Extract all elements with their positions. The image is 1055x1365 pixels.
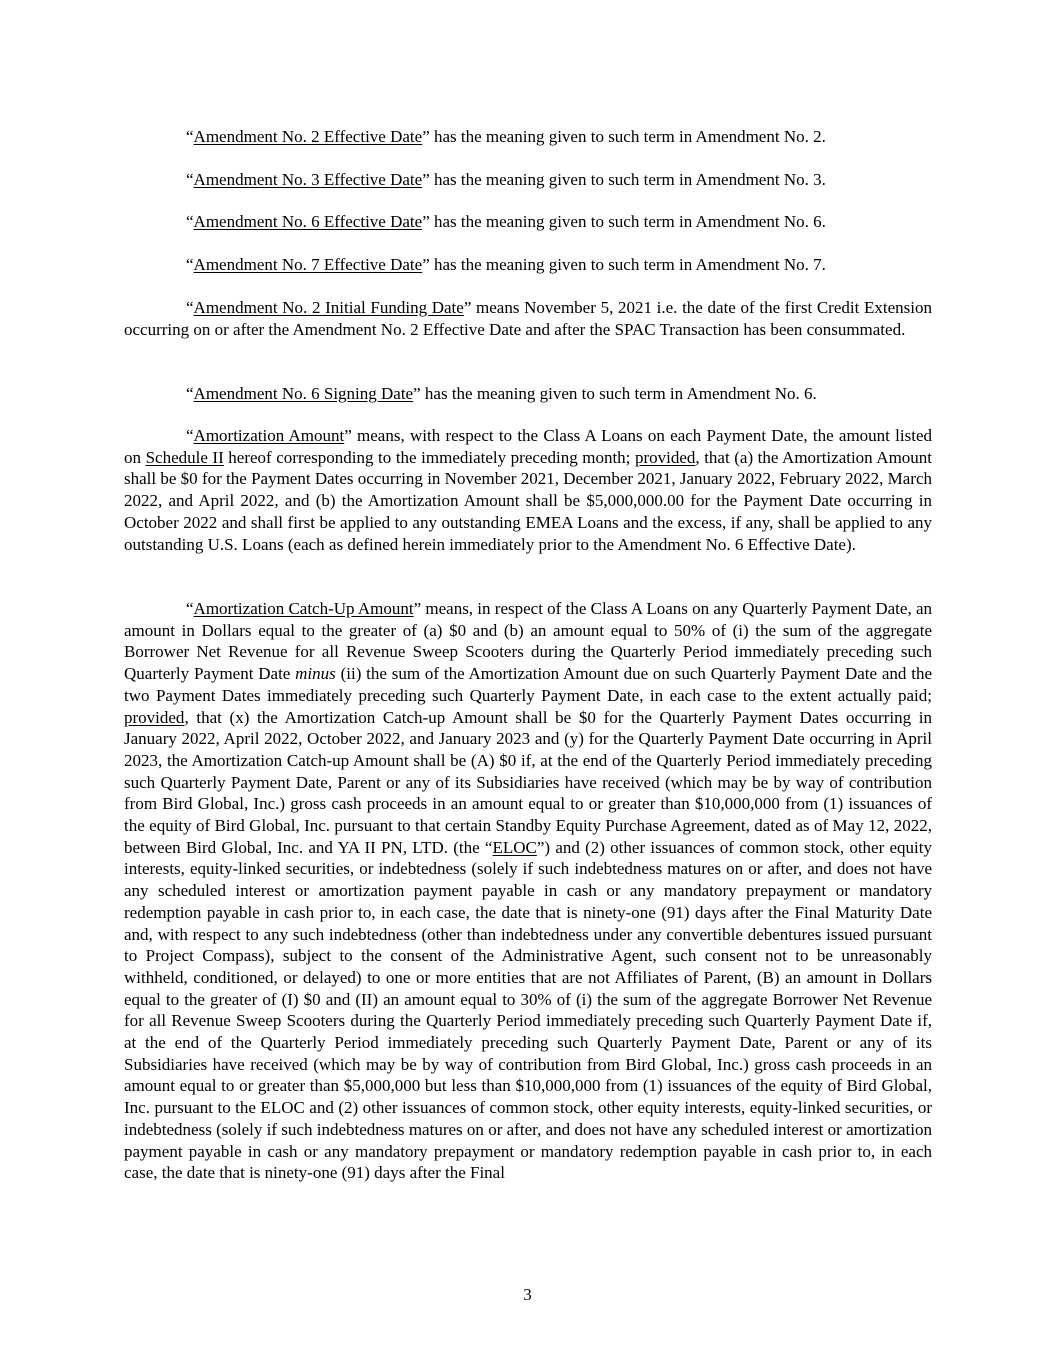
open-quote: “ — [186, 298, 194, 317]
proviso-term: provided — [124, 707, 185, 727]
italic-term: minus — [295, 664, 336, 684]
definition-text: ” has the meaning given to such term in Amendment No. 6. — [413, 384, 817, 403]
page-number: 3 — [523, 1285, 532, 1304]
definition-amendment-2-effective-date — [124, 126, 932, 148]
open-quote: “ — [186, 384, 194, 403]
open-quote: “ — [186, 170, 194, 189]
definition-text: ” has the meaning given to such term in Amendment No. 2. — [422, 127, 826, 146]
definition-amendment-3-effective-date — [124, 169, 932, 191]
definition-amendment-2-initial-funding-date — [124, 297, 932, 340]
definition-text: ” has the meaning given to such term in Amendment No. 7. — [422, 255, 826, 274]
open-quote: “ — [186, 599, 194, 618]
definition-amendment-6-signing-date — [124, 383, 932, 405]
definition-text: ” means, with respect to the Class A Loans on each Payment Date, the amount listed on — [124, 426, 932, 467]
open-quote: “ — [186, 426, 194, 445]
open-quote: “ — [186, 255, 194, 274]
schedule-reference: Schedule II — [145, 447, 224, 467]
definition-amortization-catch-up-amount — [124, 598, 932, 1184]
definition-text: ” has the meaning given to such term in Amendment No. 6. — [422, 212, 826, 231]
defined-term: Amendment No. 6 Signing Date — [193, 384, 414, 403]
open-quote: “ — [186, 127, 194, 146]
definition-text: ” has the meaning given to such term in Amendment No. 3. — [422, 170, 826, 189]
open-quote: “ — [186, 212, 194, 231]
definition-text: , that (a) the Amortization Amount shall be $0 for the Payment Dates occurring in November 2021, December 2021, January 2022, February 2022, March 2022, and April 2022, and (b) the Amortization Amount shall be $5,000,000.00 for the Payment Date occurring in October 2022 and shall first be applied to any outstanding EMEA Loans and the excess, if any, shall be applied to any outstanding U.S. Loans (each as defined herein immediately prior to the Amendment No. 6 Effective Date). — [124, 447, 933, 554]
defined-term: Amendment No. 3 Effective Date — [193, 170, 423, 189]
definition-amendment-6-effective-date — [124, 211, 932, 233]
defined-term: Amendment No. 7 Effective Date — [193, 255, 423, 274]
defined-term: Amendment No. 6 Effective Date — [193, 212, 423, 231]
defined-term-eloc: ELOC — [492, 837, 537, 857]
defined-term: Amortization Amount — [193, 426, 345, 445]
defined-term: Amortization Catch-Up Amount — [193, 599, 414, 618]
definition-text: , that (x) the Amortization Catch-up Amount shall be $0 for the Quarterly Payment Dates occurring in January 2022, April 2022, October 2022, and January 2023 and (y) for the Quarterly Payment Date occurring in April 2023, the Amortization Catch-up Amount shall be (A) $0 if, at the end of the Quarterly Period immediately preceding such Quarterly Payment Date, Parent or any of its Subsidiaries have received (which may be by way of contribution from Bird Global, Inc.) gross cash proceeds in an amount equal to or greater than $10,000,000 from (1) issuances of the equity of Bird Global, Inc. pursuant to that certain Standby Equity Purchase Agreement, dated as of May 12, 2022, between Bird Global, Inc. and YA II PN, LTD. (the “ — [124, 707, 932, 857]
definition-text: (ii) the sum of the Amortization Amount due on such Quarterly Payment Date and the two Payment Dates immediately preceding such Quarterly Payment Date, in each case to the extent actually paid; — [124, 664, 932, 705]
definition-text: ” means, in respect of the Class A Loans on any Quarterly Payment Date, an amount in Dollars equal to the greater of (a) $0 and (b) an amount equal to 50% of (i) the sum of the aggregate Borrower Net Revenue for all Revenue Sweep Scooters during the Quarterly Period immediately preceding such Quarterly Payment Date — [124, 599, 932, 684]
definition-text: hereof corresponding to the immediately preceding month; — [223, 447, 635, 467]
definition-text: ”) and (2) other issuances of common stock, other equity interests, equity-linked securities, or indebtedness (solely if such indebtedness matures on or after, and does not have any scheduled interest or amortization payment payable in cash or any mandatory prepayment or mandatory redemption payable in cash prior to, in each case, the date that is ninety-one (91) days after the Final Maturity Date and, with respect to any such indebtedness (other than indebtedness under any convertible debentures issued pursuant to Project Compass), subject to the consent of the Administrative Agent, such consent not to be unreasonably withheld, conditioned, or delayed) to one or more entities that are not Affiliates of Parent, (B) an amount in Dollars equal to the greater of (I) $0 and (II) an amount equal to 30% of (i) the sum of the aggregate Borrower Net Revenue for all Revenue Sweep Scooters during the Quarterly Period immediately preceding such Quarterly Payment Date if, at the end of the Quarterly Period immediately preceding such Quarterly Payment Date, Parent or any of its Subsidiaries have received (which may be by way of contribution from Bird Global, Inc.) gross cash proceeds in an amount equal to or greater than $5,000,000 but less than $10,000,000 from (1) issuances of the equity of Bird Global, Inc. pursuant to the ELOC and (2) other issuances of common stock, other equity interests, equity-linked securities, or indebtedness (solely if such indebtedness matures on or after, and does not have any scheduled interest or amortization payment payable in cash or any mandatory prepayment or mandatory redemption payable in cash prior to, in each case, the date that is ninety-one (91) days after the Final — [124, 837, 932, 1183]
definition-amendment-7-effective-date — [124, 254, 932, 276]
proviso-term: provided — [634, 447, 696, 467]
defined-term: Amendment No. 2 Effective Date — [193, 127, 423, 146]
definition-amortization-amount — [124, 425, 932, 555]
defined-term: Amendment No. 2 Initial Funding Date — [193, 298, 464, 317]
definition-text: ” means November 5, 2021 i.e. the date of the first Credit Extension occurring on or after the Amendment No. 2 Effective Date and after the SPAC Transaction has been consummated. — [124, 298, 932, 339]
